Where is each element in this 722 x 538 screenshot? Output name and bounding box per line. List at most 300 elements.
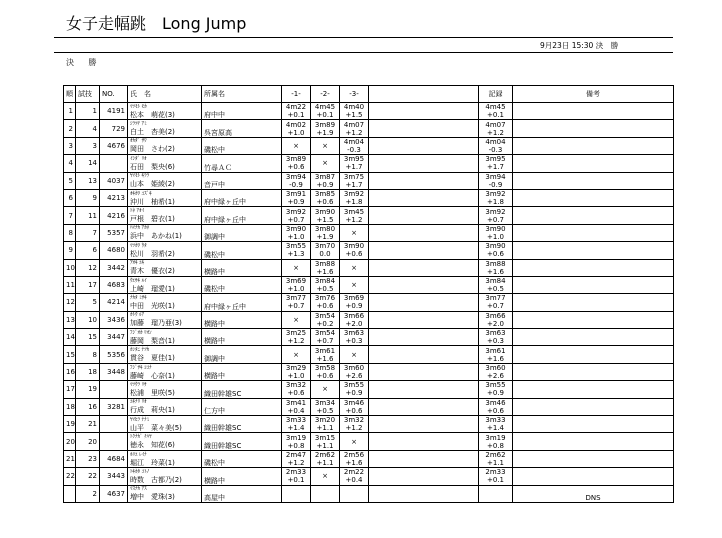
header-note: 備考: [513, 86, 674, 103]
trial-mark: 3m55: [343, 381, 365, 390]
trial-wind: +1.0: [287, 372, 305, 381]
bib-cell: 5357: [100, 224, 128, 241]
trial-mark: 3m20: [314, 416, 336, 425]
order-cell: 13: [76, 172, 100, 189]
order-cell: 12: [76, 259, 100, 276]
athlete-name: 堀江 玲菜(1): [130, 458, 175, 467]
trial-wind: +0.9: [287, 198, 305, 207]
trial-3-cell: [340, 450, 369, 467]
record-mark: 3m61: [485, 346, 506, 355]
trial-wind: +1.7: [345, 163, 363, 172]
record-cell: [479, 259, 513, 276]
trial-wind: +0.6: [316, 372, 334, 381]
order-cell: 20: [76, 433, 100, 450]
athlete-cell: [128, 450, 202, 467]
record-wind: +0.5: [487, 285, 504, 294]
record-mark: 3m94: [485, 172, 506, 181]
trial-mark: 3m92: [343, 190, 365, 199]
bib-cell: 4214: [100, 294, 128, 311]
athlete-name: 白土 杏美(2): [130, 128, 175, 137]
trial-mark: 2m22: [343, 468, 365, 477]
trial-mark: 3m54: [314, 311, 336, 320]
trial-wind: +2.6: [345, 372, 363, 381]
trial-mark: ×: [293, 263, 299, 272]
trial-mark: 3m46: [343, 398, 365, 407]
record-wind: +0.1: [487, 111, 504, 120]
bib-cell: 3281: [100, 398, 128, 415]
order-cell: 23: [76, 450, 100, 467]
page-title: 女子走幅跳 Long Jump: [66, 14, 247, 33]
athlete-name: 石田 梨央(6): [130, 162, 175, 171]
bib-cell: 3448: [100, 363, 128, 380]
trial-mark: 3m63: [343, 329, 365, 338]
trial-mark: 4m04: [343, 137, 365, 146]
round-label: 決 勝: [66, 58, 103, 67]
order-cell: 10: [76, 311, 100, 328]
order-cell: 7: [76, 224, 100, 241]
table-row: [64, 381, 674, 398]
note-cell: [513, 207, 674, 224]
rank-cell: 19: [64, 416, 76, 433]
bib-cell: 4637: [100, 485, 128, 502]
blank-cell: [369, 242, 479, 259]
blank-cell: [369, 276, 479, 293]
trial-2-cell: [311, 189, 340, 206]
blank-cell: [369, 224, 479, 241]
bib-cell: [100, 416, 128, 433]
trial-wind: +1.6: [345, 459, 363, 467]
trial-wind: +1.0: [287, 285, 305, 294]
trial-2-cell: [311, 207, 340, 224]
record-cell: [479, 398, 513, 415]
record-wind: -0.9: [488, 180, 503, 189]
team-cell: 竹尋ＡＣ: [202, 155, 282, 172]
table-row: [64, 120, 674, 137]
table-row: [64, 485, 674, 502]
trial-wind: +1.2: [345, 128, 363, 137]
table-row: [64, 276, 674, 293]
trial-mark: 3m29: [285, 364, 307, 373]
bib-cell: 4684: [100, 450, 128, 467]
team-cell: 御調中: [202, 346, 282, 363]
record-mark: 3m95: [485, 155, 506, 164]
athlete-cell: [128, 224, 202, 241]
athlete-kana: ｵｷｶﾜ ﾕｽﾞｷ: [130, 190, 152, 197]
record-wind: +1.7: [487, 163, 504, 172]
trial-wind: +0.2: [316, 319, 334, 328]
blank-cell: [369, 120, 479, 137]
rank-cell: 20: [64, 433, 76, 450]
athlete-kana: ｱｵｷ ﾕｷ: [130, 260, 145, 267]
athlete-cell: [128, 259, 202, 276]
athlete-name: 増中 愛珠(3): [130, 493, 175, 502]
trial-2-cell: [311, 259, 340, 276]
record-wind: +0.7: [487, 302, 504, 311]
athlete-name: 行成 莉央(1): [130, 406, 175, 415]
trial-2-cell: [311, 311, 340, 328]
trial-2-cell: [311, 103, 340, 120]
table-row: [64, 398, 674, 415]
record-wind: +0.9: [487, 389, 504, 398]
trial-2-cell: [311, 329, 340, 346]
trial-mark: ×: [293, 315, 299, 324]
trial-mark: 3m70: [314, 242, 336, 251]
athlete-cell: [128, 189, 202, 206]
trial-1-cell: [282, 120, 311, 137]
blank-cell: [369, 259, 479, 276]
record-mark: 3m90: [485, 224, 506, 233]
record-mark: 3m55: [485, 381, 506, 390]
trial-1-cell: [282, 155, 311, 172]
team-cell: 磯松中: [202, 137, 282, 154]
order-cell: 21: [76, 416, 100, 433]
team-cell: 仁方中: [202, 398, 282, 415]
athlete-kana: ﾕｷﾅﾘ ﾘｵ: [130, 399, 147, 406]
trial-mark: 3m87: [314, 172, 336, 181]
trial-1-cell: [282, 311, 311, 328]
trial-2-cell: [311, 381, 340, 398]
record-wind: +0.6: [487, 250, 504, 259]
rank-cell: 4: [64, 155, 76, 172]
trial-3-cell: [340, 416, 369, 433]
header-order: 試技: [76, 86, 100, 103]
athlete-kana: ﾏﾂﾓﾄ ﾓｶ: [130, 103, 147, 110]
blank-cell: [369, 433, 479, 450]
rank-cell: 6: [64, 189, 76, 206]
team-cell: 織田幹雄SC: [202, 381, 282, 398]
trial-1-cell: [282, 398, 311, 415]
table-row: [64, 137, 674, 154]
trial-mark: 3m60: [343, 364, 365, 373]
team-cell: 府中緑ヶ丘中: [202, 189, 282, 206]
record-wind: +1.0: [487, 232, 504, 241]
trial-3-cell: [340, 363, 369, 380]
header-trial-3: -3-: [340, 86, 369, 103]
trial-wind: +0.9: [345, 302, 363, 311]
record-mark: 3m33: [485, 416, 506, 425]
blank-cell: [369, 294, 479, 311]
athlete-cell: [128, 172, 202, 189]
rank-cell: 18: [64, 398, 76, 415]
trial-wind: +0.1: [287, 476, 305, 485]
record-cell: [479, 433, 513, 450]
team-cell: 呉宮原高: [202, 120, 282, 137]
trial-mark: 3m91: [285, 190, 307, 199]
trial-mark: 2m56: [343, 451, 365, 459]
trial-2-cell: [311, 294, 340, 311]
trial-wind: +0.9: [316, 180, 334, 189]
blank-cell: [369, 450, 479, 467]
record-cell: [479, 189, 513, 206]
trial-wind: +1.6: [316, 354, 334, 363]
team-cell: 横路中: [202, 363, 282, 380]
record-mark: 2m62: [485, 451, 506, 459]
table-row: [64, 329, 674, 346]
trial-mark: 3m88: [314, 259, 336, 268]
athlete-cell: [128, 468, 202, 485]
trial-1-cell: [282, 294, 311, 311]
trial-wind: +0.5: [316, 285, 334, 294]
trial-1-cell: [282, 450, 311, 467]
athlete-kana: ｶﾄｳ ﾙｱ: [130, 312, 145, 319]
trial-2-cell: [311, 137, 340, 154]
athlete-kana: ﾏﾂｳﾗ ﾘｻ: [130, 381, 147, 388]
trial-wind: +1.1: [316, 424, 334, 433]
trial-mark: 2m47: [285, 451, 307, 459]
trial-wind: +0.5: [316, 406, 334, 415]
athlete-kana: ﾌｼﾞｻｷ ｺｺﾅ: [130, 364, 152, 371]
record-cell: [479, 485, 513, 502]
team-cell: 府中緑ヶ丘中: [202, 207, 282, 224]
bib-cell: [100, 433, 128, 450]
athlete-name: 時数 古都乃(2): [130, 475, 182, 484]
record-cell: [479, 224, 513, 241]
bib-cell: [100, 155, 128, 172]
record-cell: [479, 450, 513, 467]
athlete-name: 松川 羽希(2): [130, 249, 175, 258]
team-cell: 音戸中: [202, 172, 282, 189]
blank-cell: [369, 137, 479, 154]
trial-mark: 3m58: [314, 364, 336, 373]
trial-3-cell: [340, 329, 369, 346]
trial-mark: 3m25: [285, 329, 307, 338]
trial-wind: +0.6: [316, 302, 334, 311]
record-wind: +0.3: [487, 337, 504, 346]
athlete-cell: [128, 485, 202, 502]
trial-wind: +0.6: [345, 406, 363, 415]
rank-cell: 12: [64, 294, 76, 311]
header-name: 氏 名: [128, 86, 202, 103]
table-row: [64, 363, 674, 380]
order-cell: 8: [76, 346, 100, 363]
record-cell: [479, 363, 513, 380]
record-cell: [479, 137, 513, 154]
results-body: [64, 103, 674, 503]
trial-mark: 3m95: [343, 155, 365, 164]
athlete-cell: [128, 155, 202, 172]
trial-2-cell: [311, 485, 340, 502]
table-row: [64, 450, 674, 467]
trial-wind: +0.8: [287, 441, 305, 450]
trial-mark: 3m19: [285, 433, 307, 442]
trial-2-cell: [311, 416, 340, 433]
record-mark: 3m63: [485, 329, 506, 338]
rank-cell: 16: [64, 363, 76, 380]
blank-cell: [369, 207, 479, 224]
trial-1-cell: [282, 276, 311, 293]
athlete-name: 浜中 あかね(1): [130, 232, 182, 241]
record-cell: [479, 381, 513, 398]
note-cell: [513, 450, 674, 467]
trial-wind: +0.7: [287, 215, 305, 224]
athlete-name: 青木 優衣(2): [130, 267, 175, 276]
table-row: [64, 172, 674, 189]
rank-cell: 2: [64, 120, 76, 137]
record-wind: +1.6: [487, 267, 504, 276]
athlete-name: 上崎 瑠愛(1): [130, 284, 175, 293]
table-row: [64, 189, 674, 206]
blank-cell: [369, 155, 479, 172]
record-wind: +0.8: [487, 441, 504, 450]
trial-mark: ×: [293, 141, 299, 150]
trial-3-cell: [340, 172, 369, 189]
athlete-name: 山平 菜々美(5): [130, 423, 182, 432]
trial-3-cell: [340, 294, 369, 311]
trial-1-cell: [282, 103, 311, 120]
trial-3-cell: [340, 485, 369, 502]
header-record: 記録: [479, 86, 513, 103]
record-mark: 4m45: [485, 103, 506, 112]
record-cell: [479, 276, 513, 293]
team-cell: 府中緑ヶ丘中: [202, 294, 282, 311]
record-wind: +1.8: [487, 198, 504, 207]
table-row: [64, 311, 674, 328]
trial-mark: ×: [322, 385, 328, 394]
trial-wind: 0.0: [319, 250, 331, 259]
note-cell: [513, 346, 674, 363]
order-cell: 19: [76, 381, 100, 398]
record-mark: 3m46: [485, 398, 506, 407]
trial-3-cell: [340, 398, 369, 415]
trial-1-cell: [282, 346, 311, 363]
trial-1-cell: [282, 433, 311, 450]
order-cell: 17: [76, 276, 100, 293]
trial-2-cell: [311, 155, 340, 172]
trial-mark: 3m89: [314, 120, 336, 129]
trial-mark: 3m94: [285, 172, 307, 181]
rank-cell: 11: [64, 276, 76, 293]
record-mark: 4m07: [485, 120, 506, 129]
record-mark: 3m92: [485, 207, 506, 216]
athlete-kana: ﾔﾏﾋﾗ ﾅﾅﾐ: [130, 416, 150, 423]
rank-cell: 13: [64, 311, 76, 328]
trial-mark: 4m40: [343, 103, 365, 112]
athlete-kana: ﾎﾘｴ ﾚｲﾅ: [130, 451, 147, 458]
trial-mark: ×: [322, 159, 328, 168]
record-cell: [479, 242, 513, 259]
team-cell: 高屋中: [202, 485, 282, 502]
trial-wind: +1.5: [316, 215, 334, 224]
athlete-cell: [128, 294, 202, 311]
blank-cell: [369, 468, 479, 485]
note-cell: [513, 433, 674, 450]
trial-3-cell: [340, 137, 369, 154]
order-cell: 1: [76, 103, 100, 120]
athlete-cell: [128, 120, 202, 137]
trial-3-cell: [340, 276, 369, 293]
trial-mark: 3m32: [285, 381, 307, 390]
note-cell: [513, 363, 674, 380]
trial-3-cell: [340, 224, 369, 241]
record-mark: 3m60: [485, 364, 506, 373]
record-cell: [479, 346, 513, 363]
trial-mark: ×: [351, 437, 357, 446]
trial-wind: +1.9: [316, 128, 334, 137]
trial-mark: 2m62: [314, 451, 336, 459]
note-cell: [513, 189, 674, 206]
bib-cell: 4683: [100, 276, 128, 293]
trial-wind: +1.2: [287, 337, 305, 346]
blank-cell: [369, 103, 479, 120]
trial-wind: +1.0: [287, 128, 305, 137]
record-cell: [479, 329, 513, 346]
rank-cell: 22: [64, 468, 76, 485]
order-cell: 11: [76, 207, 100, 224]
trial-1-cell: [282, 259, 311, 276]
trial-wind: +1.0: [287, 232, 305, 241]
note-cell: [513, 137, 674, 154]
header-trial-2: -2-: [311, 86, 340, 103]
athlete-kana: ﾏﾂｶﾜ ｳﾀ: [130, 242, 147, 249]
trial-mark: 3m85: [314, 190, 336, 199]
blank-cell: [369, 381, 479, 398]
rank-cell: 14: [64, 329, 76, 346]
bib-cell: [100, 381, 128, 398]
order-cell: 2: [76, 485, 100, 502]
note-cell: [513, 329, 674, 346]
record-cell: [479, 155, 513, 172]
note-cell: [513, 242, 674, 259]
trial-wind: +0.4: [345, 476, 363, 485]
athlete-name: 山本 姫綾(2): [130, 180, 175, 189]
trial-3-cell: [340, 155, 369, 172]
header-bib: NO.: [100, 86, 128, 103]
order-cell: 22: [76, 468, 100, 485]
team-cell: 府中中: [202, 103, 282, 120]
athlete-kana: ﾏｽﾅｶ ｱｽ: [130, 486, 147, 493]
team-cell: 織田幹雄SC: [202, 433, 282, 450]
note-cell: [513, 381, 674, 398]
trial-1-cell: [282, 381, 311, 398]
table-row: [64, 433, 674, 450]
rank-cell: 21: [64, 450, 76, 467]
athlete-cell: [128, 329, 202, 346]
trial-wind: +1.6: [316, 267, 334, 276]
bib-cell: 5356: [100, 346, 128, 363]
bib-cell: 3442: [100, 259, 128, 276]
athlete-cell: [128, 416, 202, 433]
athlete-name: 松浦 里咲(5): [130, 388, 175, 397]
trial-wind: +0.6: [345, 250, 363, 259]
bib-cell: 4216: [100, 207, 128, 224]
athlete-kana: ﾔﾏﾓﾄ ｷﾗﾗ: [130, 173, 150, 180]
record-cell: [479, 416, 513, 433]
trial-mark: 4m02: [285, 120, 307, 129]
note-cell: [513, 259, 674, 276]
athlete-kana: ｲｼﾀﾞ ﾘｵ: [130, 155, 147, 162]
trial-mark: 4m07: [343, 120, 365, 129]
athlete-kana: ﾄｸﾅｶﾞ ﾁﾊﾔ: [130, 434, 152, 441]
trial-1-cell: [282, 416, 311, 433]
trial-mark: 3m32: [343, 416, 365, 425]
trial-mark: 2m33: [285, 468, 307, 477]
trial-mark: 3m41: [285, 398, 307, 407]
trial-wind: +0.7: [287, 302, 305, 311]
trial-mark: 3m90: [343, 242, 365, 251]
note-cell: [513, 294, 674, 311]
blank-cell: [369, 346, 479, 363]
record-mark: 2m33: [485, 468, 506, 477]
bib-cell: 729: [100, 120, 128, 137]
athlete-name: 松本 萌花(3): [130, 110, 175, 119]
athlete-name: 中田 光咲(1): [130, 301, 175, 310]
trial-wind: -0.3: [347, 145, 361, 154]
record-wind: +0.7: [487, 215, 504, 224]
trial-mark: 3m76: [314, 294, 336, 303]
trial-mark: 3m33: [285, 416, 307, 425]
record-cell: [479, 120, 513, 137]
trial-mark: ×: [351, 228, 357, 237]
